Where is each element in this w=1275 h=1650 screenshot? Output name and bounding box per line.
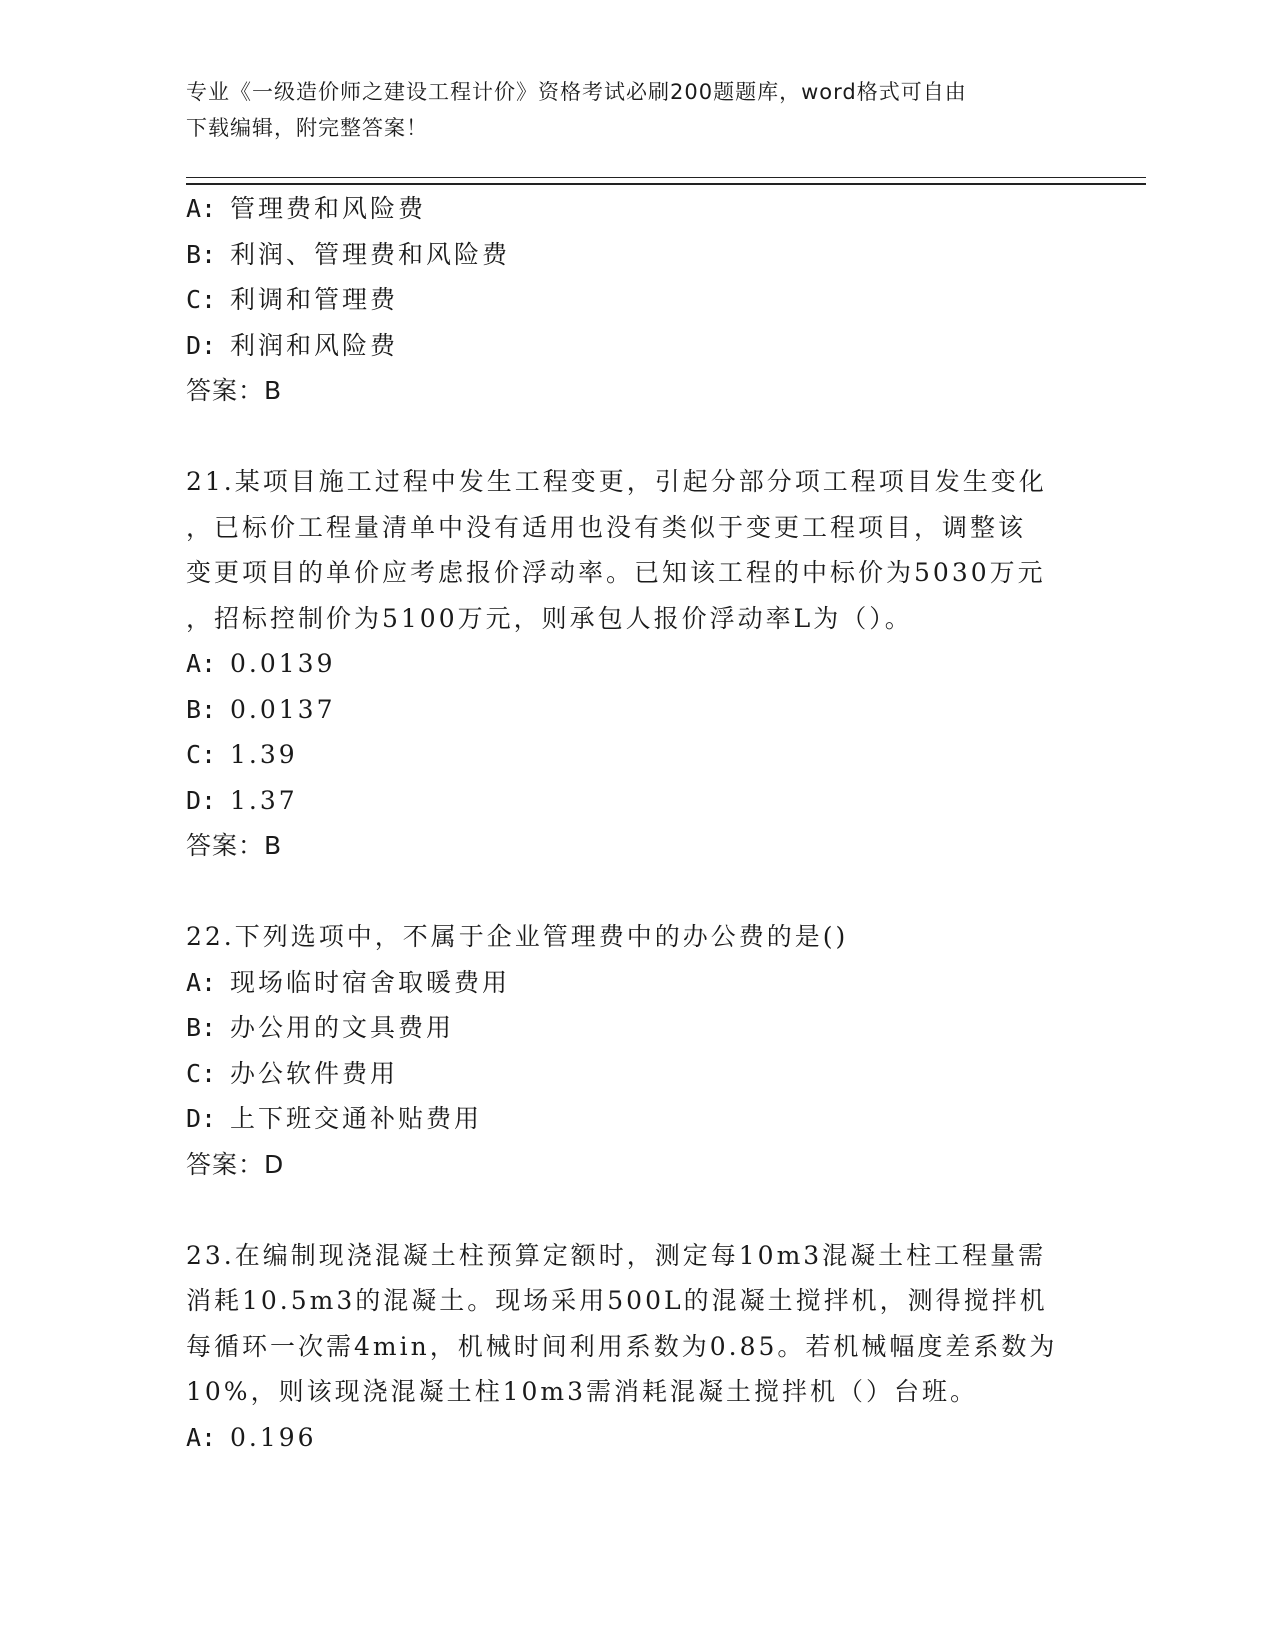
option-text: 上下班交通补贴费用 bbox=[230, 1104, 483, 1133]
answer-line: 答案：D bbox=[186, 1149, 285, 1179]
question-23-block bbox=[186, 1233, 1086, 1461]
question-20-block bbox=[186, 186, 1086, 414]
question-text-line: 变更项目的单价应考虑报价浮动率。已知该工程的中标价为5030万元 bbox=[186, 558, 1046, 587]
option-text: 利润和风险费 bbox=[230, 330, 399, 360]
option-a bbox=[186, 186, 1086, 232]
option-d bbox=[186, 323, 1086, 369]
option-b bbox=[186, 687, 1086, 733]
option-c bbox=[186, 277, 1086, 323]
option-text: 1.39 bbox=[230, 740, 298, 769]
option-text: 利调和管理费 bbox=[230, 285, 399, 314]
question-text-line: 消耗10.5m3的混凝土。现场采用500L的混凝土搅拌机，测得搅拌机 bbox=[186, 1286, 1048, 1315]
option-text: 利润、管理费和风险费 bbox=[230, 239, 511, 269]
option-prefix: D: bbox=[186, 785, 217, 815]
option-prefix: A: bbox=[186, 967, 217, 997]
option-prefix: B: bbox=[186, 239, 217, 269]
question-text-line: 21.某项目施工过程中发生工程变更，引起分部分项工程项目发生变化 bbox=[186, 467, 1047, 496]
option-prefix: A: bbox=[186, 194, 217, 223]
option-text: 办公软件费用 bbox=[230, 1058, 399, 1088]
option-text: 0.196 bbox=[230, 1422, 317, 1452]
question-text-line: 每循环一次需4min，机械时间利用系数为0.85。若机械幅度差系数为 bbox=[186, 1331, 1058, 1361]
option-a bbox=[186, 641, 1086, 687]
question-text-line: 22.下列选项中，不属于企业管理费中的办公费的是() bbox=[186, 922, 849, 951]
option-prefix: C: bbox=[186, 740, 217, 769]
option-text: 管理费和风险费 bbox=[230, 194, 427, 223]
option-prefix: C: bbox=[186, 1058, 217, 1088]
option-prefix: D: bbox=[186, 330, 217, 360]
option-prefix: B: bbox=[186, 694, 217, 724]
option-c bbox=[186, 1051, 1086, 1097]
question-21-block bbox=[186, 459, 1086, 869]
answer-line: 答案：B bbox=[186, 831, 283, 860]
option-d bbox=[186, 1096, 1086, 1142]
question-text-line: 10%，则该现浇混凝土柱10m3需消耗混凝土搅拌机（）台班。 bbox=[186, 1377, 978, 1406]
option-a bbox=[186, 1415, 1086, 1461]
document-body bbox=[186, 186, 1086, 1460]
option-c bbox=[186, 732, 1086, 778]
question-text-line: 23.在编制现浇混凝土柱预算定额时，测定每10m3混凝土柱工程量需 bbox=[186, 1240, 1047, 1270]
option-a bbox=[186, 960, 1086, 1006]
option-text: 0.0137 bbox=[230, 694, 336, 724]
option-text: 1.37 bbox=[230, 785, 298, 815]
option-b bbox=[186, 1005, 1086, 1051]
option-text: 办公用的文具费用 bbox=[230, 1013, 455, 1042]
header-line-2: 下载编辑，附完整答案！ bbox=[186, 116, 428, 140]
spacer bbox=[186, 414, 1086, 460]
option-prefix: A: bbox=[186, 1422, 217, 1452]
header-divider bbox=[186, 177, 1146, 185]
spacer bbox=[186, 1187, 1086, 1233]
option-d bbox=[186, 778, 1086, 824]
document-header bbox=[186, 74, 1066, 146]
option-text: 0.0139 bbox=[230, 649, 336, 678]
option-prefix: C: bbox=[186, 285, 217, 314]
question-text-line: ，招标控制价为5100万元，则承包人报价浮动率L为（）。 bbox=[186, 603, 913, 633]
header-line-1: 专业《一级造价师之建设工程计价》资格考试必刷200题题库，word格式可自由 bbox=[186, 80, 967, 104]
option-prefix: D: bbox=[186, 1104, 217, 1133]
option-b bbox=[186, 232, 1086, 278]
question-22-block bbox=[186, 914, 1086, 1187]
question-text-line: ，已标价工程量清单中没有适用也没有类似于变更工程项目，调整该 bbox=[186, 512, 1027, 542]
answer-line: 答案：B bbox=[186, 376, 283, 405]
option-prefix: B: bbox=[186, 1013, 217, 1042]
option-text: 现场临时宿舍取暖费用 bbox=[230, 967, 511, 997]
spacer bbox=[186, 869, 1086, 915]
option-prefix: A: bbox=[186, 649, 217, 678]
